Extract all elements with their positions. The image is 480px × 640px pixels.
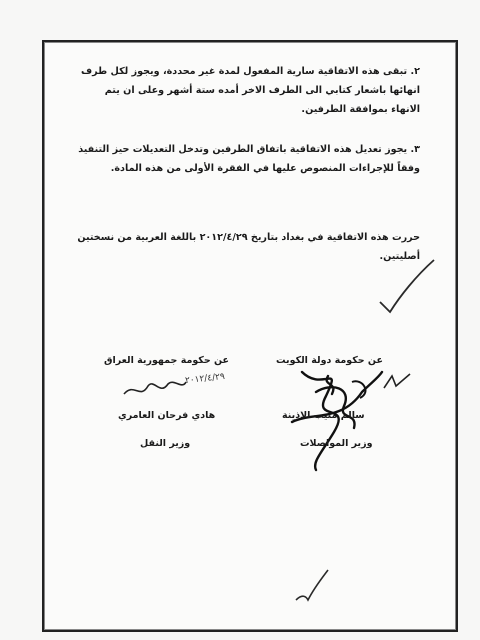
iraq-signature <box>120 372 190 402</box>
clause-2: ٢. تبقى هذه الاتفاقية سارية المفعول لمدة غير محددة، ويجوز لكل طرف انهائها باشعار كتابي الى الطرف الاخر أمده ستة أشهر وعلى ان يتم الانهاء بموافقة الطرفين. <box>81 66 420 115</box>
closing-statement: حررت هذه الاتفاقية في بغداد بتاريخ ٢٠١٢/٤/٢٩ باللغة العربية من نسختين أصليتين. <box>77 232 420 262</box>
initial-checkmark <box>376 256 436 316</box>
kuwait-initial-mark <box>382 372 412 392</box>
bottom-checkmark <box>292 566 332 606</box>
iraq-government-label: عن حكومة جمهورية العراق <box>104 355 230 366</box>
kuwait-signatory-title: وزير المواصلات <box>300 438 373 449</box>
iraq-signatory-name: هادي فرحان العامري <box>118 410 216 421</box>
kuwait-signatory-name: سالم مثيب الاذينة <box>282 410 365 421</box>
clause-3: ٣. يجوز تعديل هذه الاتفاقية باتفاق الطرفين وتدخل التعديلات حيز التنفيذ وفقاً للإجراءات المنصوص عليها في الفقرة الأولى من هذه المادة. <box>78 144 420 174</box>
kuwait-government-label: عن حكومة دولة الكويت <box>276 355 383 366</box>
handwritten-date: ٢٠١٢/٤/٢٩ <box>184 371 226 387</box>
page-border <box>42 40 458 632</box>
iraq-signatory-title: وزير النقل <box>140 438 191 449</box>
